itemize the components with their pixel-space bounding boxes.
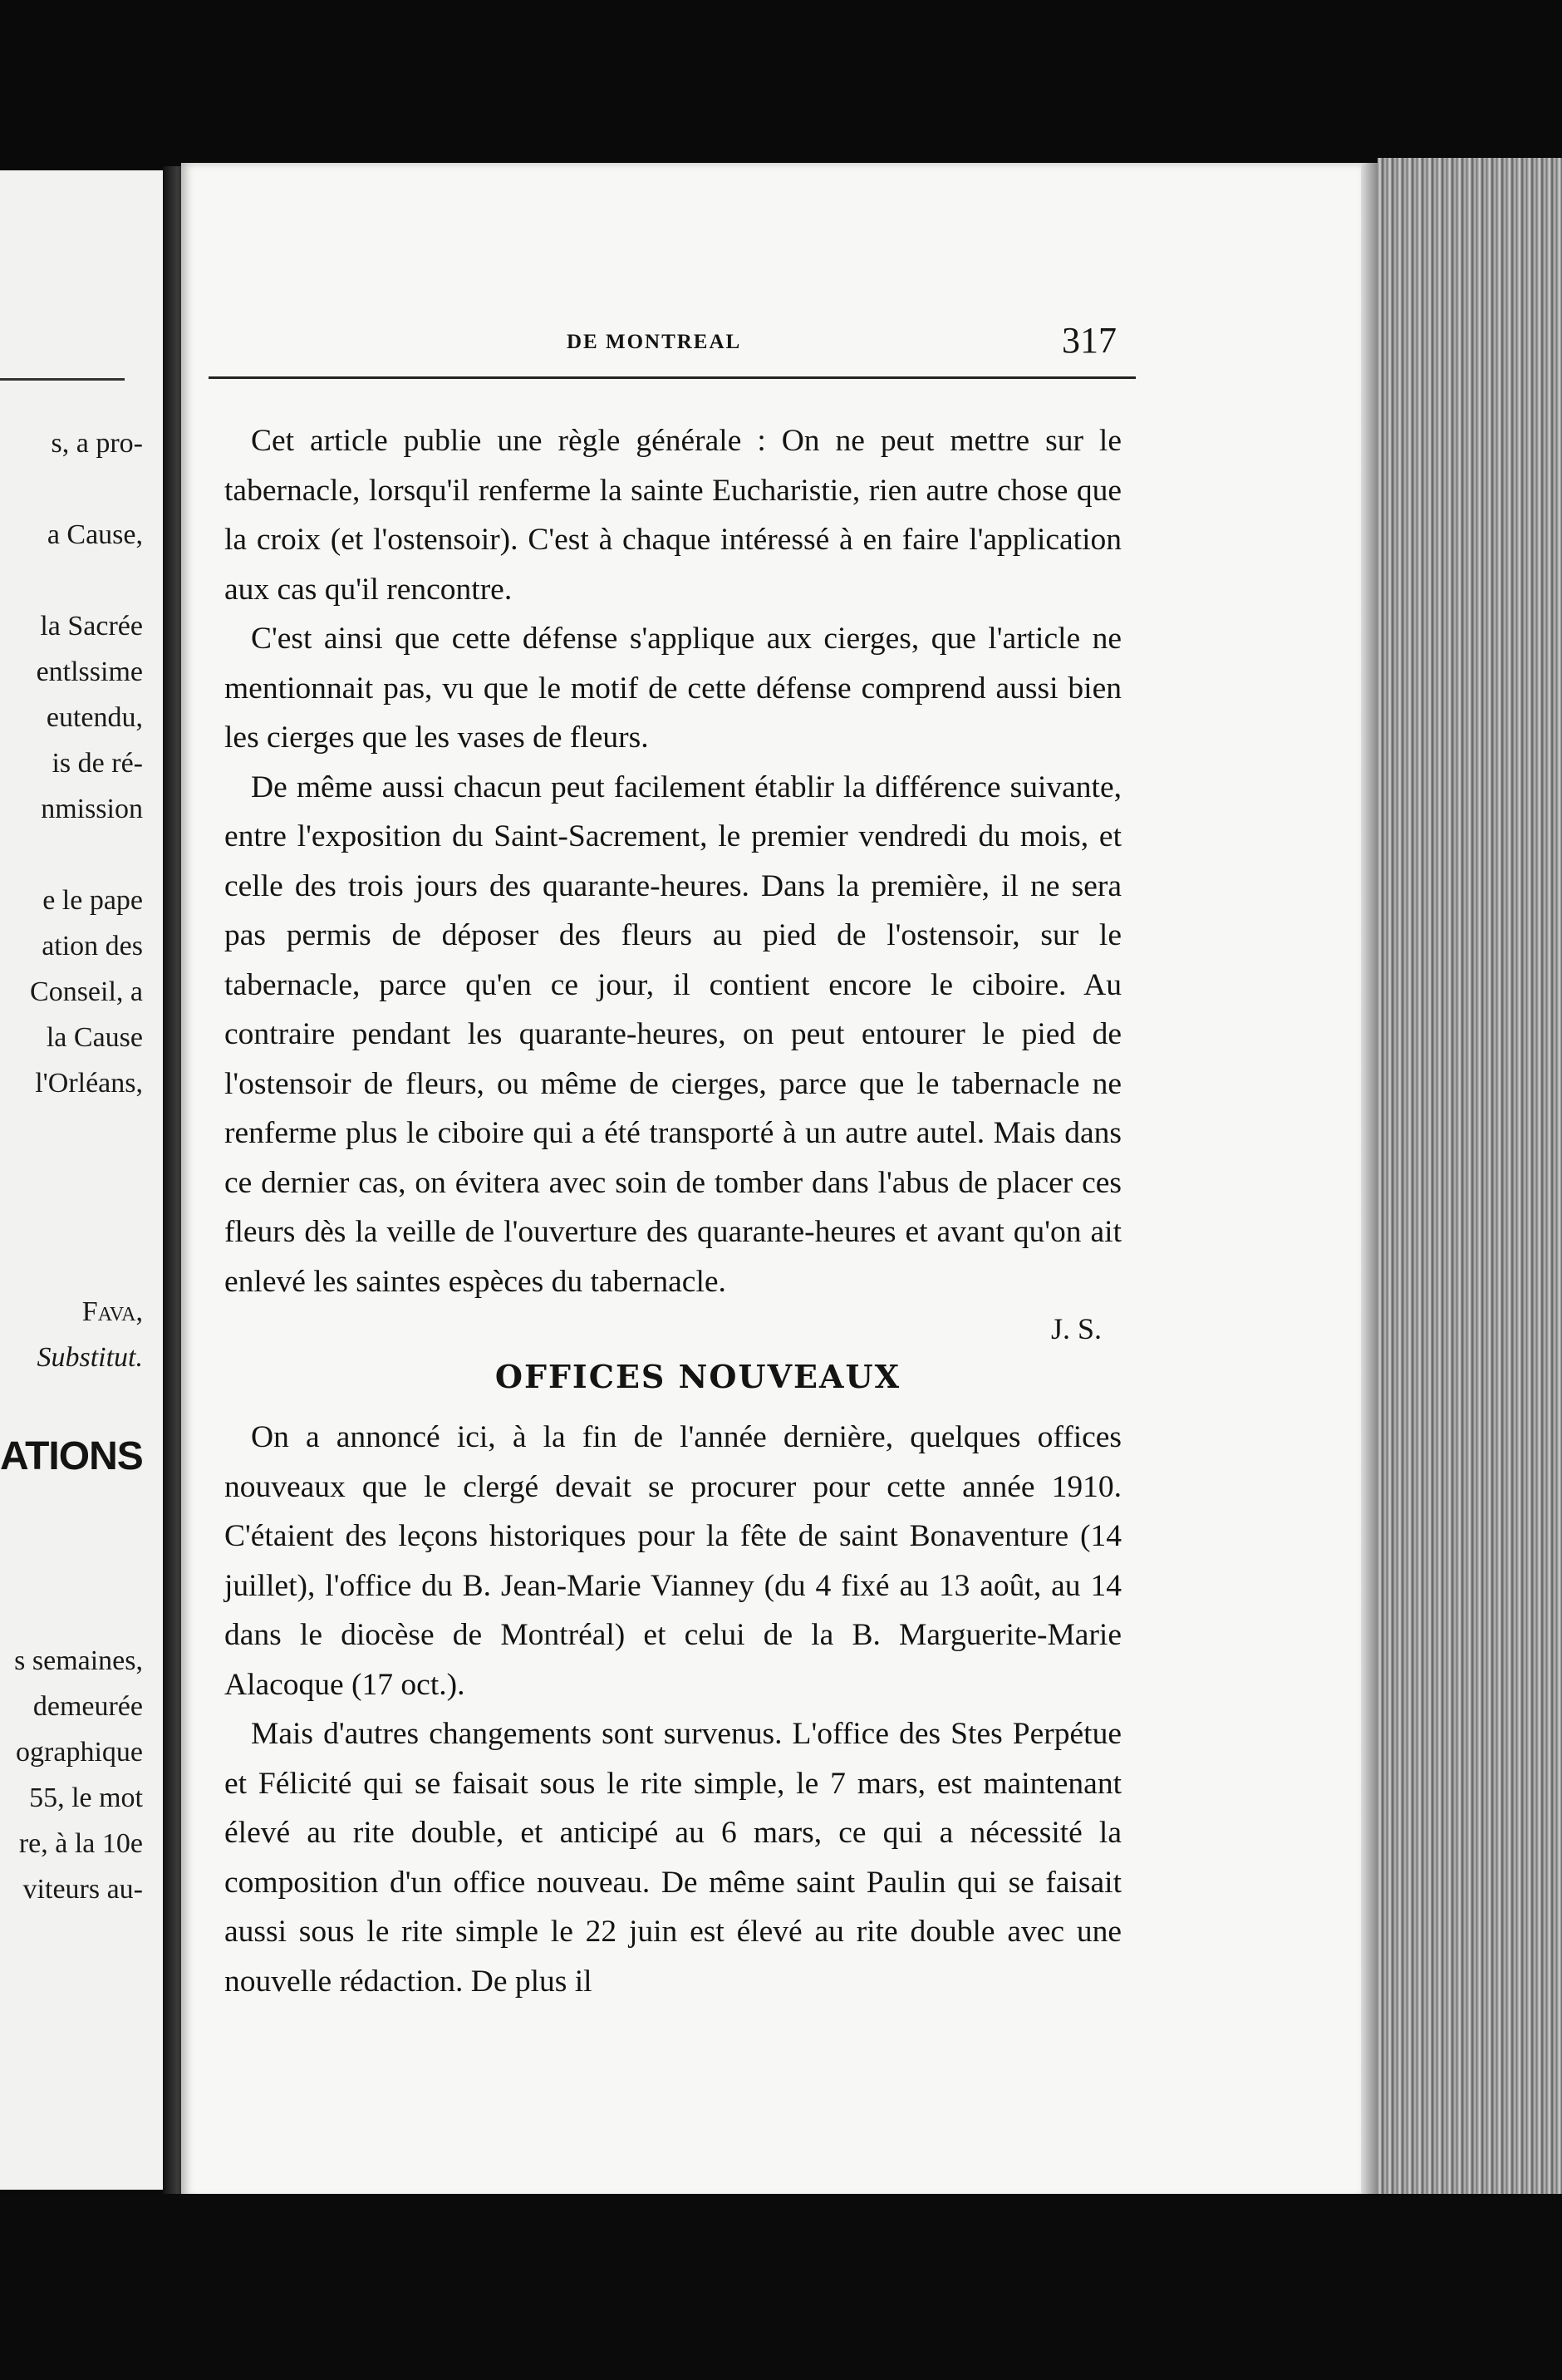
left-signature-name: Fava, (81, 1296, 143, 1327)
author-initials: J. S. (1050, 1312, 1102, 1345)
paragraph: Cet article publie une règle générale : On ne peut mettre sur le tabernacle, lorsqu'il renferme la sainte Eucharistie, rien autre chose que la croix (et l'ostensoir). C'est à chaque intéressé à en faire l'application aux cas qu'il rencontre. (224, 424, 1122, 607)
header-rule (209, 376, 1136, 379)
left-line: entlssime (36, 656, 143, 687)
left-line: viteurs au- (22, 1874, 143, 1905)
left-line: l'Orléans, (35, 1068, 143, 1099)
page-edge (1361, 163, 1378, 2199)
left-line: re, à la 10e (18, 1828, 143, 1859)
left-line: Conseil, a (30, 976, 143, 1007)
left-section-heading: ATIONS (0, 1434, 143, 1478)
left-line: e le pape (42, 885, 143, 916)
left-line: s, a pro- (51, 428, 143, 459)
page-number: 317 (1062, 320, 1117, 361)
left-line: ation des (42, 931, 143, 961)
paragraph: Mais d'autres changements sont survenus. L'office des Stes Perpétue et Félicité qui se faisait sous le rite simple, le 7 mars, est maintenant élevé au rite double, et anticipé au 6 mars, ce qui a nécessité la composition d'un office nouveau. De même saint Paulin qui se faisait aussi sous le rite simple le 22 juin est élevé au rite double avec une nouvelle rédaction. De plus il (224, 1717, 1122, 1999)
scan-bottom-border (0, 2194, 1562, 2380)
left-line: la Sacrée (40, 611, 143, 642)
running-head: DE MONTREAL (567, 331, 742, 353)
left-page-rule (0, 378, 125, 381)
left-signature-title: Substitut. (37, 1342, 143, 1373)
page-body (224, 416, 1122, 2006)
left-line: ographique (16, 1737, 143, 1768)
main-page (181, 163, 1361, 2199)
book-fore-edge (1378, 158, 1562, 2202)
paragraph: C'est ainsi que cette défense s'applique aux cierges, que l'article ne mentionnait pas, vu que le motif de cette défense comprend aussi bien les cierges que les vases de fleurs. (224, 622, 1122, 755)
paragraph: De même aussi chacun peut facilement établir la différence suivante, entre l'exposition du Saint-Sacrement, le premier vendredi du mois, et celle des trois jours des quarante-heures. Dans la première, il ne sera pas permis de déposer des fleurs au pied de l'ostensoir, sur le tabernacle, parce qu'en ce jour, il contient encore le ciboire. Au contraire pendant les quarante-heures, on peut entourer le pied de l'ostensoir de fleurs, ou même de cierges, parce que le tabernacle ne renferme plus le ciboire qui a été transporté à un autre autel. Mais dans ce dernier cas, on évitera avec soin de tomber dans l'abus de placer ces fleurs dès la veille de l'ouverture des quarante-heures et avant qu'on ait enlevé les saintes espèces du tabernacle. (224, 770, 1122, 1299)
left-facing-page (0, 170, 163, 2190)
left-line: a Cause, (47, 519, 143, 550)
left-line: 55, le mot (29, 1783, 143, 1813)
left-line: s semaines, (14, 1645, 143, 1676)
left-line: nmission (41, 794, 143, 824)
left-line: is de ré- (52, 748, 143, 779)
left-line: eutendu, (46, 702, 143, 733)
section-title: OFFICES NOUVEAUX (494, 1358, 901, 1395)
paragraph: On a annoncé ici, à la fin de l'année dernière, quelques offices nouveaux que le clergé devait se procurer pour cette année 1910. C'étaient des leçons historiques pour la fête de saint Bonaventure (14 juillet), l'office du B. Jean-Marie Vianney (du 4 fixé au 13 août, au 14 dans le diocèse de Montréal) et celui de la B. Marguerite-Marie Alacoque (17 oct.). (224, 1420, 1122, 1702)
left-line: demeurée (32, 1691, 143, 1722)
page-header (181, 320, 1361, 371)
left-line: la Cause (46, 1022, 143, 1053)
